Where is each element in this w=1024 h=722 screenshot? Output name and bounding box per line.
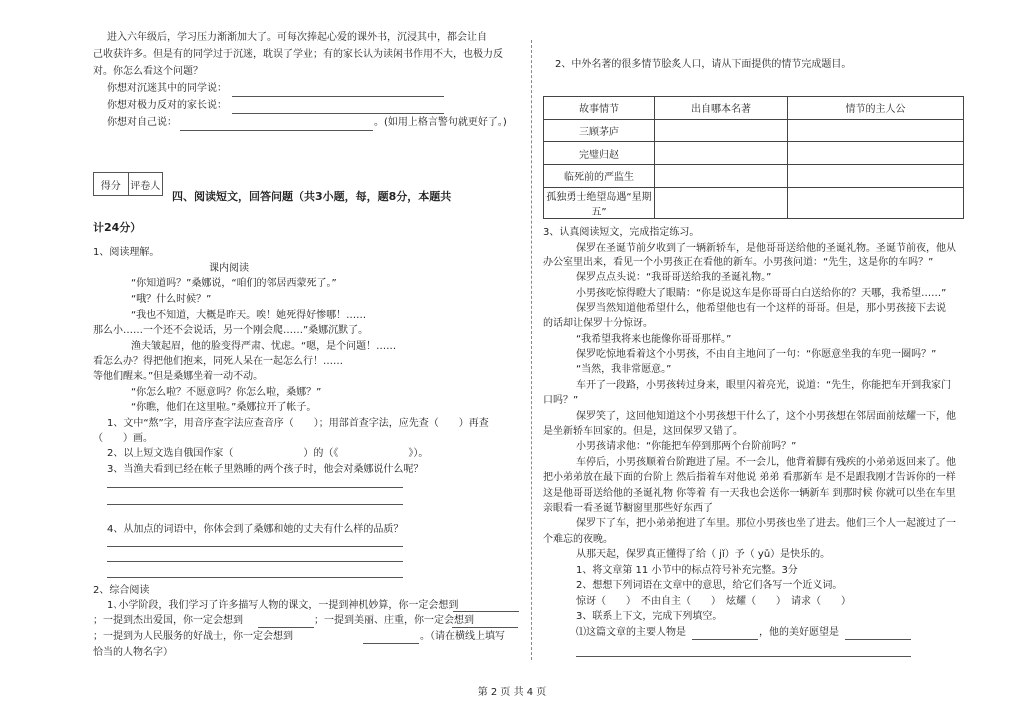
answer-cell[interactable] xyxy=(788,187,964,218)
table-row xyxy=(544,165,964,188)
story-line: 个难忘的夜晚。 xyxy=(543,534,613,545)
sub-question: 4、从加点的词语中，你体会到了桑娜和她的丈夫有什么样的品质？ xyxy=(107,524,404,535)
left-text: 对。你怎么看这个问题？ xyxy=(93,66,203,77)
passage-line: 渔夫皱起眉，他的脸变得严肃、忧虑。“嗯，是个问题！…… xyxy=(131,341,397,352)
story-line: 保罗下了车，把小弟弟抱进了车里。那位小男孩也坐了进去。他们三个人一起渡过了一 xyxy=(576,518,956,529)
left-text: 你想对沉迷其中的同学说： xyxy=(107,83,227,94)
sub-question: 1、文中“熬”字，用音序查字法应查音序（ ）；用部首查字法，应先查（ ）再查 xyxy=(107,418,489,429)
answer-cell[interactable] xyxy=(655,187,788,218)
story-line: 从那天起，保罗真正懂得了给（ jǐ）予（ yǔ）是快乐的。 xyxy=(576,549,831,560)
table-header-row xyxy=(544,97,964,120)
passage-line: 那么小……一个还不会说话，另一个刚会爬……”桑娜沉默了。 xyxy=(93,325,369,336)
sub-question: （ ）画。 xyxy=(93,433,153,444)
exercise: ⑴这篇文章的主要人物是 xyxy=(576,627,686,638)
passage-line: “哦？什么时候？” xyxy=(131,294,212,305)
answer-blank[interactable] xyxy=(258,627,314,628)
answer-blank[interactable] xyxy=(845,639,911,640)
exercise: 1、将文章第 11 小节中的标点符号补充完整。3分 xyxy=(576,565,798,576)
table-cell: 完璧归赵 xyxy=(544,142,655,165)
composite-line: ；一提到杰出爱国，你一定会想到 xyxy=(93,615,243,626)
exercise: 2、想想下列词语在文章中的意思，给它们各写一个近义词。 xyxy=(576,580,843,591)
exercise: 惊讶（ ） 不由自主（ ） 炫耀（ ） 请求（ ） xyxy=(576,596,851,607)
passage-line: “你怎么啦？不愿意吗？你怎么啦，桑娜？” xyxy=(131,387,322,398)
passage-title: 课内阅读 xyxy=(209,263,249,274)
answer-blank[interactable] xyxy=(107,504,403,505)
passage-line: 等他们醒来。”但是桑娜坐着一动不动。 xyxy=(93,371,264,382)
question: 1、阅读理解。 xyxy=(93,247,160,258)
story-line: 把小弟弟放在最下面的台阶上 然后指着车对他说 弟弟 看那新车 是不是跟我刚才告诉你的一样 xyxy=(543,472,956,483)
answer-blank[interactable] xyxy=(232,113,444,114)
table-header: 出自哪本名著 xyxy=(655,97,788,120)
question: 2、中外名著的很多情节脍炙人口，请从下面提供的情节完成题目。 xyxy=(555,59,852,70)
story-line: 亲眼看一看圣诞节橱窗里那些好东西了 xyxy=(543,503,713,514)
answer-blank[interactable] xyxy=(232,96,444,97)
answer-blank[interactable] xyxy=(180,130,373,131)
answer-cell[interactable] xyxy=(655,119,788,142)
answer-cell[interactable] xyxy=(655,142,788,165)
left-text: 己收获许多。但是有的同学过于沉迷，耽误了学业；有的家长认为读闲书作用不大，也极力反 xyxy=(93,49,503,60)
story-line: 保罗笑了，这回他知道这个小男孩想干什么了，这个小男孩想在邻居面前炫耀一下，他 xyxy=(576,411,956,422)
left-text: 进入六年级后，学习压力渐渐加大了。可每次捧起心爱的课外书，沉浸其中，都会让自 xyxy=(107,32,487,43)
composite-line: ；一提到为人民服务的好战士，你一定会想到 xyxy=(93,631,293,642)
composite-line: ；一提到美丽、庄重，你一定会想到 xyxy=(314,615,474,626)
grader-reviewer-label: 评卷人 xyxy=(130,180,161,192)
story-line: 保罗吃惊地看着这个小男孩，不由自主地问了一句：“你愿意坐我的车兜一圈吗？” xyxy=(576,349,937,360)
table-row xyxy=(544,119,964,142)
composite-line: 。（请在横线上填写 xyxy=(420,631,505,642)
answer-blank[interactable] xyxy=(453,611,519,612)
sub-question: 2、以上短文选自俄国作家（ ）的（《 》）。 xyxy=(107,448,429,459)
section-heading: 计24分） xyxy=(93,221,142,234)
answer-blank[interactable] xyxy=(692,639,758,640)
answer-blank[interactable] xyxy=(107,487,403,488)
answer-cell[interactable] xyxy=(788,142,964,165)
story-line: “我希望我将来也能像你哥哥那样。” xyxy=(576,334,732,345)
table-header: 情节的主人公 xyxy=(788,97,964,120)
left-text: 你想对自己说： xyxy=(107,117,177,128)
story-line: 车开了一段路，小男孩转过身来，眼里闪着亮光，说道：“先生，你能把车开到我家门 xyxy=(576,380,952,391)
sub-question: 3、当渔夫看到已经在帐子里熟睡的两个孩子时，他会对桑娜说什么呢？ xyxy=(107,464,424,475)
story-line: 保罗当然知道他希望什么，他希望他也有一个这样的哥哥。但是，那小男孩接下去说 xyxy=(576,303,946,314)
answer-cell[interactable] xyxy=(655,165,788,188)
answer-blank[interactable] xyxy=(107,577,403,578)
plot-table xyxy=(543,96,964,219)
story-line: “当然，我非常愿意。” xyxy=(576,364,672,375)
answer-blank[interactable] xyxy=(452,627,518,628)
passage-line: “你瞧，他们在这里啦。”桑娜拉开了帐子。 xyxy=(131,402,317,413)
answer-blank[interactable] xyxy=(107,546,403,547)
composite-line: 1､小学阶段，我们学习了许多描写人物的课文，一提到神机妙算，你一定会想到 xyxy=(107,600,459,611)
answer-blank[interactable] xyxy=(363,643,419,644)
section-heading: 四、阅读短文，回答问题（共3小题，每，题8分，本题共 xyxy=(172,190,452,203)
question: 3、认真阅读短文，完成指定练习。 xyxy=(543,227,700,238)
left-text: 。(如用上格言警句就更好了。) xyxy=(374,117,507,128)
story-line: 是坐新轿车回家的。但是，这回保罗又错了。 xyxy=(543,426,743,437)
grader-box xyxy=(93,172,163,196)
story-line: 车停后，小男孩顺着台阶跑进了屋。不一会儿，他背着脚有残疾的小弟弟返回来了。他 xyxy=(576,457,956,468)
left-text: 你想对极力反对的家长说： xyxy=(107,100,227,111)
answer-blank[interactable] xyxy=(576,656,911,657)
composite-line: 恰当的人物名字） xyxy=(93,647,173,658)
table-cell: 孤独勇士绝望岛遇“星期五” xyxy=(544,187,655,218)
passage-line: “我也不知道，大概是昨天。唉！她死得好惨哪！…… xyxy=(131,310,367,321)
table-row xyxy=(544,187,964,218)
exercise: 3、联系上下文，完成下列填空。 xyxy=(576,611,723,622)
exercise: ，他的美好愿望是 xyxy=(759,627,839,638)
table-header: 故事情节 xyxy=(544,97,655,120)
table-cell: 临死前的严监生 xyxy=(544,165,655,188)
story-line: 口吗？” xyxy=(543,395,579,406)
story-line: 的话却让保罗十分惊讶。 xyxy=(543,318,653,329)
story-line: 这是他哥哥送给他的圣诞礼物 你等着 有一天我也会送你一辆新车 到那时候 你就可以坐在车里 xyxy=(543,488,956,499)
story-line: 保罗点点头说：“我哥哥送给我的圣诞礼物。” xyxy=(576,272,772,283)
passage-line: 看怎么办？得把他们抱来，同死人呆在一起怎么行！…… xyxy=(93,356,343,367)
answer-blank[interactable] xyxy=(107,561,403,562)
grader-score-label: 得分 xyxy=(94,173,129,195)
story-line: 小男孩吃惊得瞪大了眼睛：“你是说这车是你哥哥白白送给你的？天哪，我希望……” xyxy=(576,288,947,299)
story-line: 小男孩请求他：“你能把车停到那两个台阶前吗？” xyxy=(576,441,797,452)
passage-line: “你知道吗？”桑娜说，“咱们的邻居西蒙死了。” xyxy=(131,278,337,289)
page-number: 第 2 页 共 4 页 xyxy=(477,687,547,698)
table-row xyxy=(544,142,964,165)
story-line: 办公室里出来，看见一个小男孩正在看他的新车。小男孩问道：“先生，这是你的车吗？” xyxy=(543,257,934,268)
column-divider xyxy=(531,40,532,660)
story-line: 保罗在圣诞节前夕收到了一辆新轿车，是他哥哥送给他的圣诞礼物。圣诞节前夜，他从 xyxy=(576,243,956,254)
table-cell: 三顾茅庐 xyxy=(544,119,655,142)
answer-cell[interactable] xyxy=(788,119,964,142)
answer-cell[interactable] xyxy=(788,165,964,188)
question: 2、综合阅读 xyxy=(93,585,150,596)
